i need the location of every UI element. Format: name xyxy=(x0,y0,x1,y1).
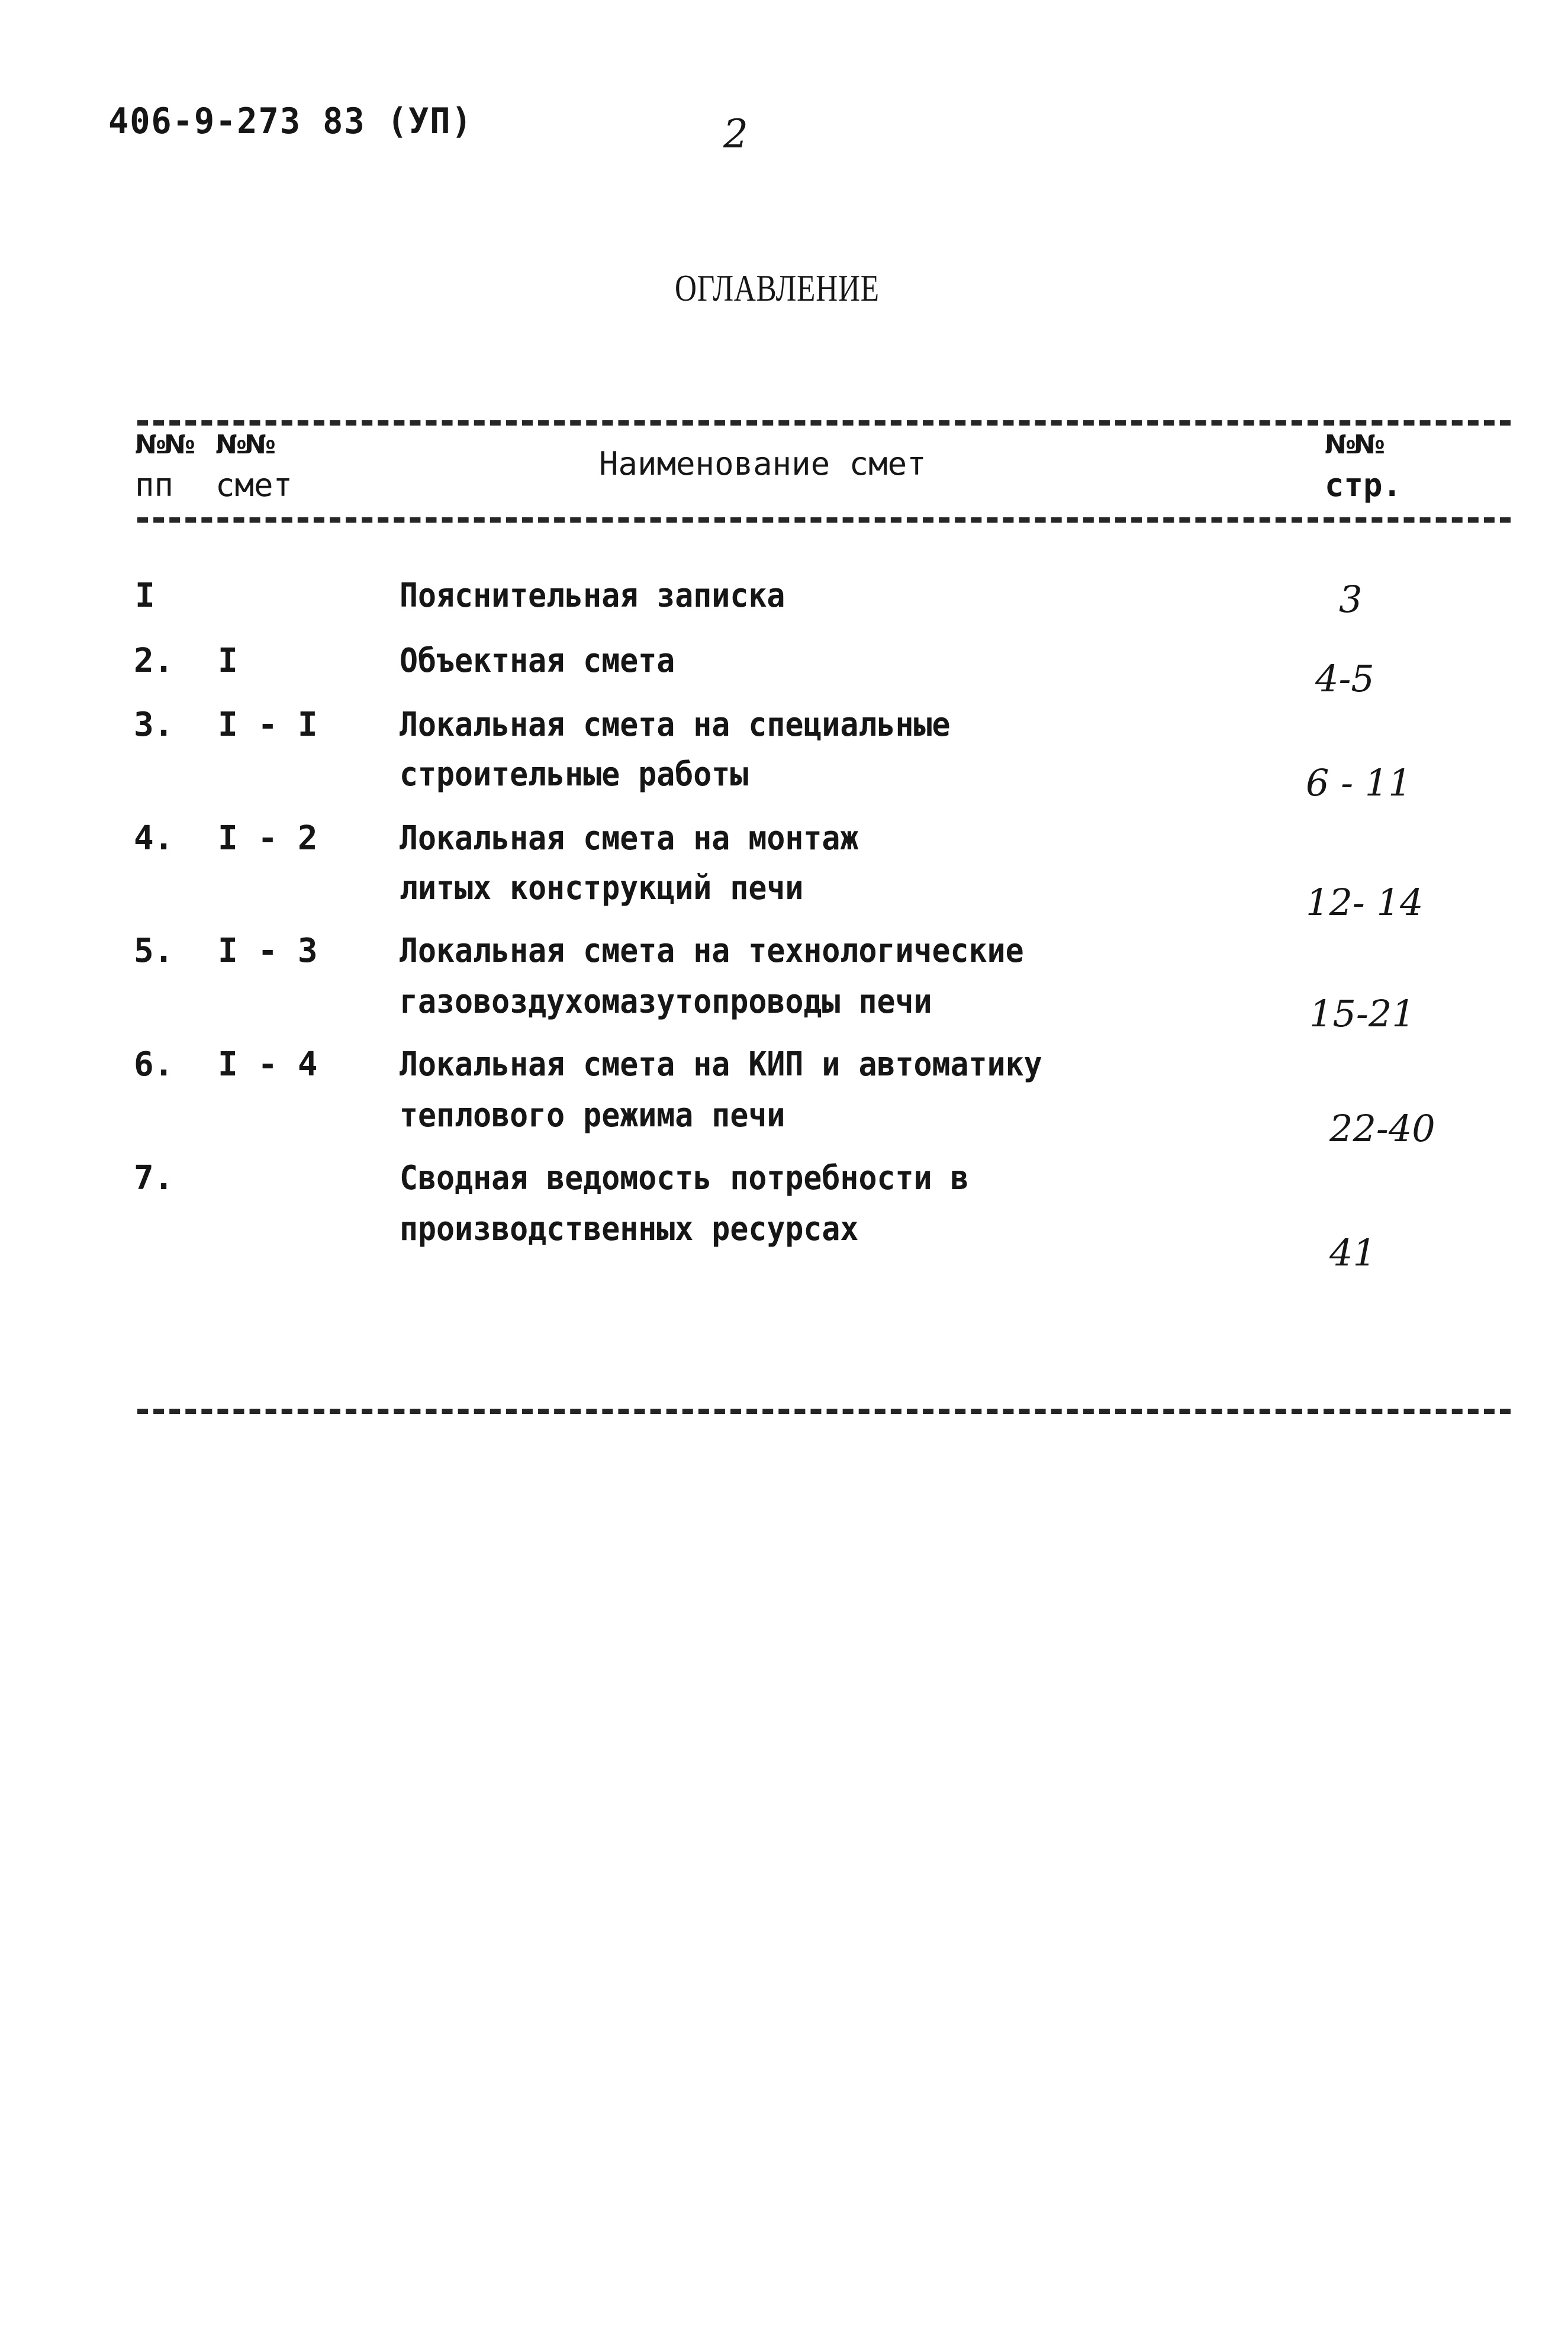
row-5-name-line-2: газовоздухомазутопроводы печи xyxy=(400,983,932,1021)
row-4-name-line-2: литых конструкций печи xyxy=(400,869,804,907)
row-1-name-line-1: Пояснительная записка xyxy=(400,576,785,615)
row-5-pp: 5. xyxy=(134,932,174,970)
row-3-pp: 3. xyxy=(134,706,174,744)
row-7-name-line-2: производственных ресурсах xyxy=(400,1210,859,1248)
page-number: 2 xyxy=(723,111,748,157)
row-7-pages: 41 xyxy=(1329,1231,1376,1274)
table-top-rule xyxy=(137,420,1511,426)
header-smet: смет xyxy=(215,466,293,504)
page-title: ОГЛАВЛЕНИЕ xyxy=(675,267,880,309)
header-smet-number-sign: №№ xyxy=(215,430,273,460)
header-page-number-sign: №№ xyxy=(1325,430,1383,460)
row-2-smet: I xyxy=(218,642,238,680)
document-code: 406-9-273 83 (УП) xyxy=(108,101,473,142)
row-6-pp: 6. xyxy=(134,1045,174,1084)
row-3-pages: 6 - 11 xyxy=(1306,761,1412,804)
row-5-name-line-1: Локальная смета на технологические xyxy=(400,932,1024,970)
row-1-pp: I xyxy=(135,576,155,615)
row-2-name-line-1: Объектная смета xyxy=(400,642,675,680)
row-7-name-line-1: Сводная ведомость потребности в xyxy=(400,1159,969,1197)
header-name: Наименование смет xyxy=(599,445,926,482)
row-6-smet: I - 4 xyxy=(218,1045,318,1084)
row-6-name-line-2: теплового режима печи xyxy=(400,1096,785,1135)
row-6-pages: 22-40 xyxy=(1329,1107,1435,1150)
table-bottom-rule xyxy=(137,1409,1511,1414)
table-header-rule xyxy=(137,517,1511,523)
row-2-pp: 2. xyxy=(134,642,174,680)
header-pp: пп xyxy=(135,466,174,504)
header-pp-number-sign: №№ xyxy=(135,430,193,460)
row-4-smet: I - 2 xyxy=(218,819,318,858)
row-2-pages: 4-5 xyxy=(1315,657,1374,700)
row-6-name-line-1: Локальная смета на КИП и автоматику xyxy=(400,1045,1042,1084)
row-4-name-line-1: Локальная смета на монтаж xyxy=(400,819,859,858)
row-4-pp: 4. xyxy=(134,819,174,858)
row-5-smet: I - 3 xyxy=(218,932,318,970)
row-5-pages: 15-21 xyxy=(1309,992,1415,1035)
row-3-name-line-2: строительные работы xyxy=(400,755,749,794)
row-1-pages: 3 xyxy=(1339,578,1363,621)
row-4-pages: 12- 14 xyxy=(1306,881,1424,924)
row-3-name-line-1: Локальная смета на специальные xyxy=(400,706,951,744)
header-page: стр. xyxy=(1325,466,1402,504)
row-3-smet: I - I xyxy=(218,706,318,744)
row-7-pp: 7. xyxy=(134,1159,174,1197)
